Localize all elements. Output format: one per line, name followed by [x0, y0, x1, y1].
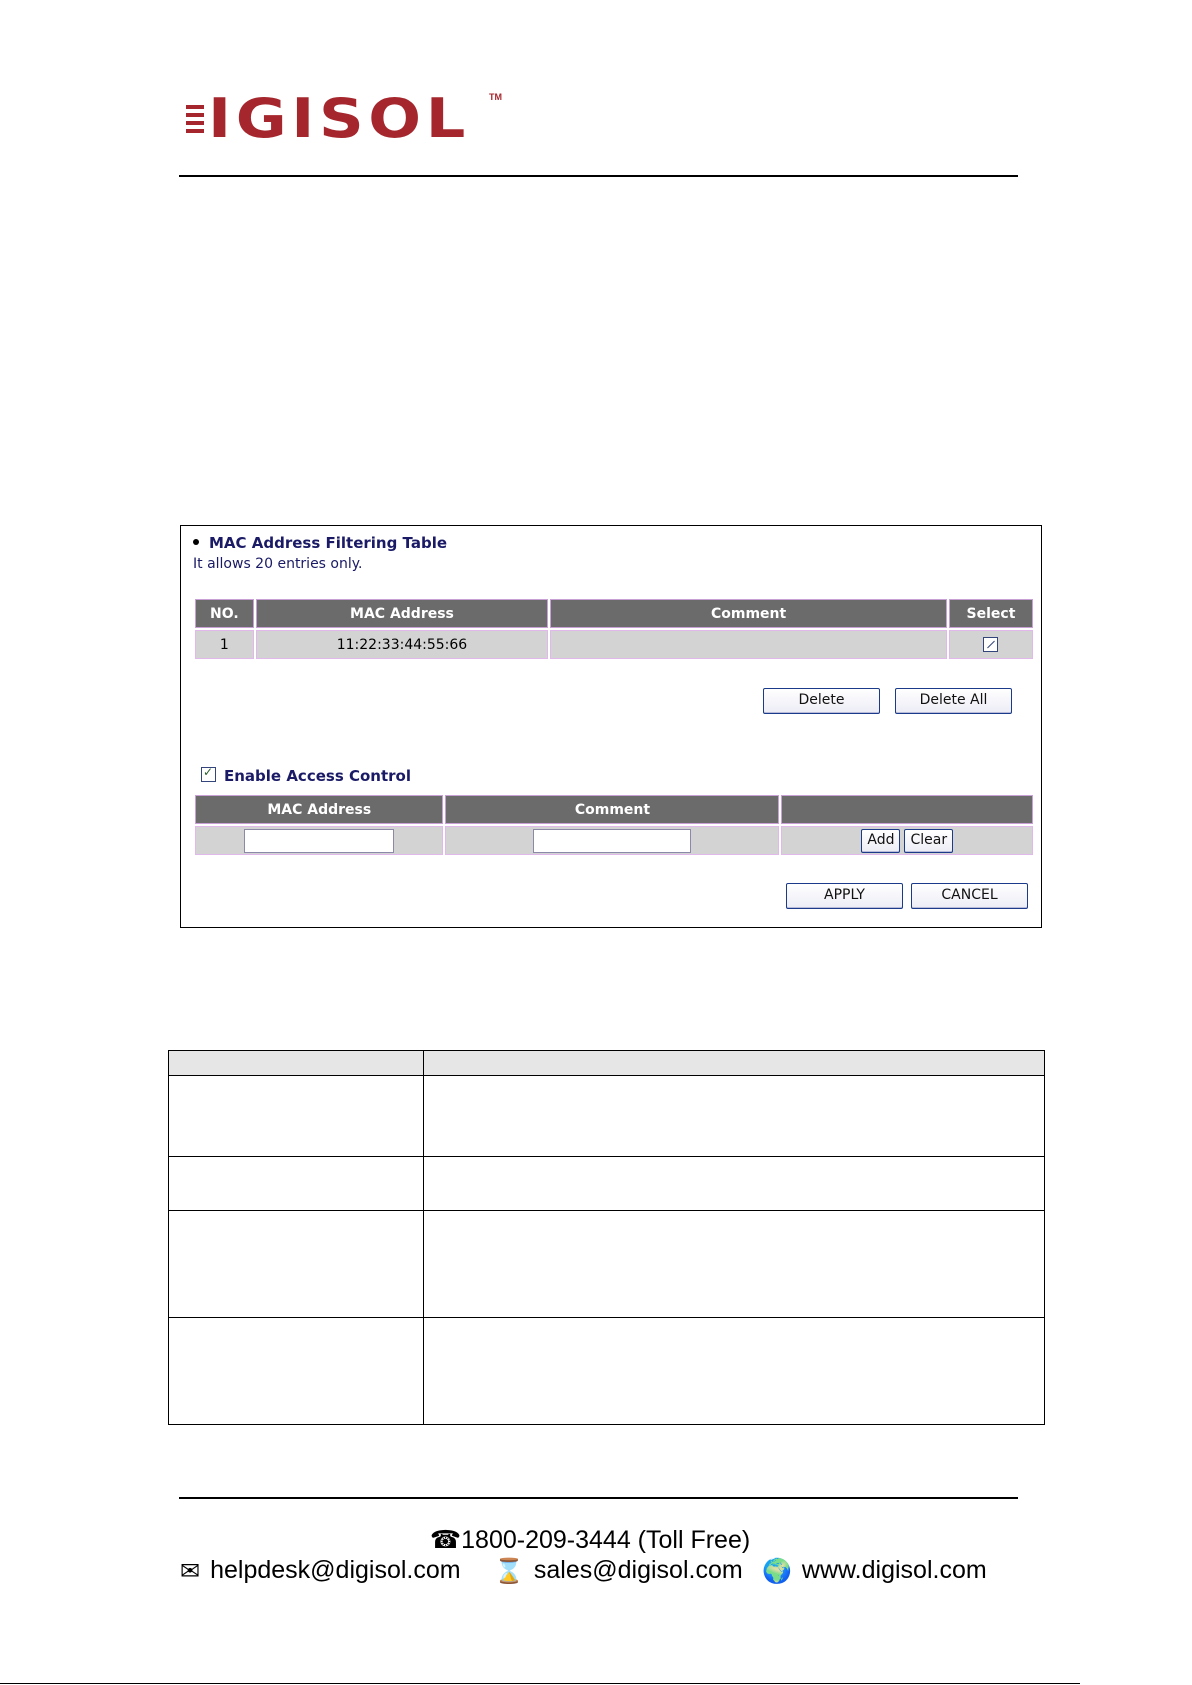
delete-button[interactable]: Delete [763, 688, 880, 714]
mac-input-cell [195, 826, 443, 855]
globe-icon: 🌍 [762, 1556, 792, 1585]
footer-helpdesk: ✉ helpdesk@digisol.com [180, 1556, 461, 1585]
comment-input[interactable] [533, 829, 691, 853]
col-select: Select [949, 599, 1033, 628]
table-row [169, 1211, 1045, 1318]
col-comment: Comment [550, 599, 947, 628]
logo-text: IGISOL [208, 87, 470, 150]
add-row [195, 826, 1033, 855]
digisol-logo [186, 87, 502, 150]
phone-icon: ☎ [430, 1526, 462, 1554]
table-row [169, 1157, 1045, 1211]
table-row [169, 1051, 1045, 1076]
table-row [195, 630, 1033, 659]
col-no: NO. [195, 599, 254, 628]
logo-trademark: TM [489, 92, 502, 102]
mac-filter-table [193, 597, 1035, 661]
add-button[interactable]: Add [861, 829, 900, 853]
footer-sales: ⌛ sales@digisol.com [494, 1556, 743, 1585]
footer-rule [179, 1497, 1018, 1499]
panel-title: MAC Address Filtering Table [193, 534, 447, 552]
col-mac: MAC Address [256, 599, 549, 628]
select-checkbox[interactable] [983, 637, 998, 652]
mail-icon: ✉ [180, 1556, 201, 1585]
delete-all-button[interactable]: Delete All [895, 688, 1012, 714]
mac-filter-panel [180, 525, 1042, 928]
apply-button[interactable]: APPLY [786, 883, 903, 909]
header-rule [179, 175, 1018, 177]
col-add-mac: MAC Address [195, 795, 443, 824]
row-mac: 11:22:33:44:55:66 [256, 630, 549, 659]
table-row [169, 1076, 1045, 1157]
cancel-button[interactable]: CANCEL [911, 883, 1028, 909]
clear-button[interactable]: Clear [904, 829, 953, 853]
page-bottom-rule [0, 1683, 1080, 1684]
hourglass-icon: ⌛ [494, 1556, 524, 1585]
footer-web: 🌍 www.digisol.com [762, 1556, 987, 1585]
logo-bars-icon [186, 97, 204, 141]
table-row [169, 1318, 1045, 1425]
col-add-actions [781, 795, 1033, 824]
panel-subtitle: It allows 20 entries only. [193, 556, 363, 572]
add-mac-table [193, 793, 1035, 857]
mac-address-input[interactable] [244, 829, 394, 853]
row-no: 1 [195, 630, 254, 659]
col-add-comment: Comment [445, 795, 779, 824]
row-comment [550, 630, 947, 659]
bullet-icon [193, 539, 199, 545]
enable-access-control-checkbox[interactable] [201, 767, 216, 782]
enable-access-control: ✓Enable Access Control [201, 767, 411, 785]
add-actions-cell [781, 826, 1033, 855]
footer-phone: ☎1800-209-3444 (Toll Free) [430, 1526, 751, 1554]
description-table [168, 1050, 1045, 1425]
row-select-cell [949, 630, 1033, 659]
comment-input-cell [445, 826, 779, 855]
